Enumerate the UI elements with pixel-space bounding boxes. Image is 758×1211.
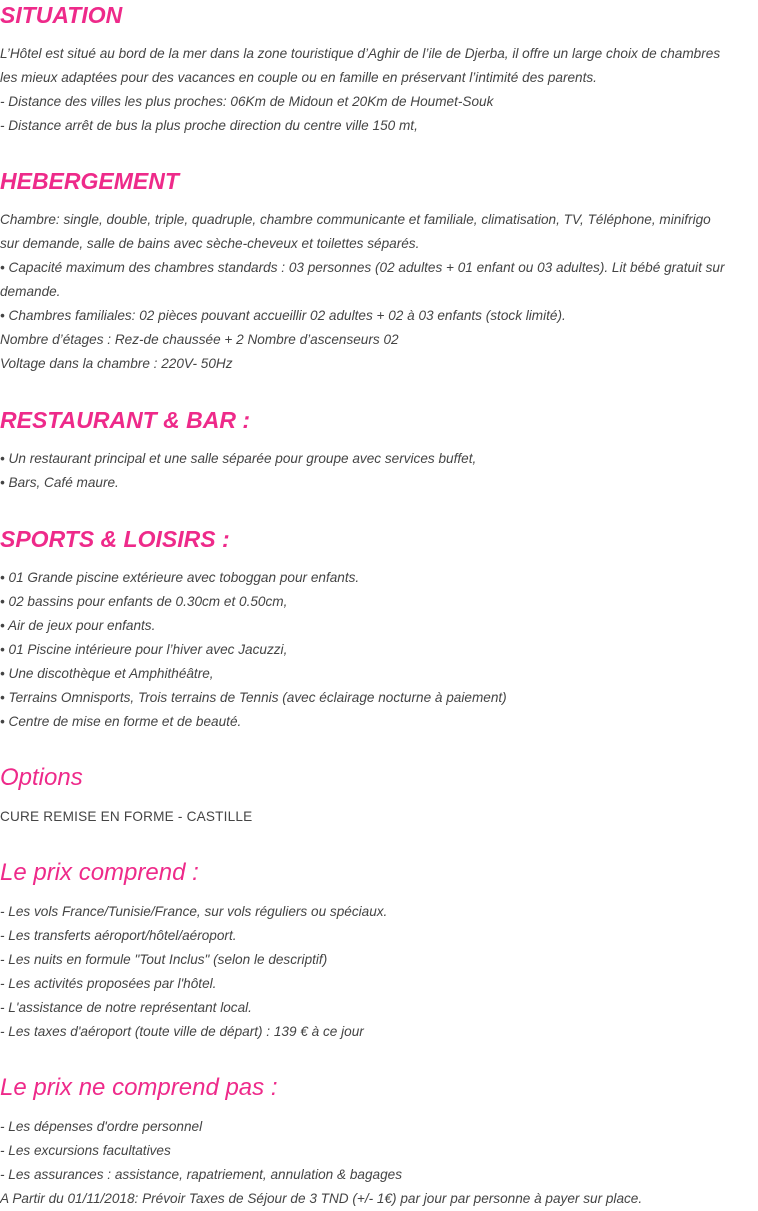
list-item: • Centre de mise en forme et de beauté. [0,714,242,729]
section-body-price-includes [0,900,758,1044]
text-line: sur demande, salle de bains avec sèche-cheveux et toilettes séparés. [0,236,420,251]
list-item: • Air de jeux pour enfants. [0,618,156,633]
text-line: - Distance arrêt de bus la plus proche direction du centre ville 150 mt, [0,118,418,133]
text-line: les mieux adaptées pour des vacances en couple ou en famille en préservant l’intimité des parents. [0,70,597,85]
section-title-price-excludes: Le prix ne comprend pas : [0,1074,278,1101]
list-item: - Les nuits en formule "Tout Inclus" (selon le descriptif) [0,952,328,967]
text-line: Voltage dans la chambre : 220V- 50Hz [0,356,233,371]
list-item: - Les taxes d'aéroport (toute ville de départ) : 139 € à ce jour [0,1024,364,1039]
text-line: - Distance des villes les plus proches: 06Km de Midoun et 20Km de Houmet-Souk [0,94,494,109]
text-line: Nombre d’étages : Rez-de chaussée + 2 Nombre d’ascenseurs 02 [0,332,399,347]
section-title-restaurant-bar: RESTAURANT & BAR : [0,407,251,433]
list-item: • Un restaurant principal et une salle séparée pour groupe avec services buffet, [0,451,477,466]
list-item: • Bars, Café maure. [0,475,119,490]
option-item: CURE REMISE EN FORME - CASTILLE [0,809,253,824]
section-body-sports-loisirs [0,566,758,734]
section-body-situation [0,42,758,138]
list-item: - Les vols France/Tunisie/France, sur vols réguliers ou spéciaux. [0,904,388,919]
section-title-price-includes: Le prix comprend : [0,859,199,886]
text-line: Chambre: single, double, triple, quadruple, chambre communicante et familiale, climatisation, TV, Téléphone, minifrigo [0,212,711,227]
section-body-restaurant-bar [0,447,758,495]
list-item: - Les dépenses d'ordre personnel [0,1119,203,1134]
list-item: - L'assistance de notre représentant local. [0,1000,252,1015]
text-line: demande. [0,284,61,299]
text-line: • Chambres familiales: 02 pièces pouvant accueillir 02 adultes + 02 à 03 enfants (stock limité). [0,308,566,323]
list-item: • 02 bassins pour enfants de 0.30cm et 0.50cm, [0,594,288,609]
section-body-hebergement [0,208,758,376]
list-item: • Terrains Omnisports, Trois terrains de Tennis (avec éclairage nocturne à paiement) [0,690,507,705]
section-title-options: Options [0,764,83,791]
tax-note: A Partir du 01/11/2018: Prévoir Taxes de Séjour de 3 TND (+/- 1€) par jour par personne à payer sur place. [0,1191,643,1206]
text-line: • Capacité maximum des chambres standards : 03 personnes (02 adultes + 01 enfant ou 03 adultes). Lit bébé gratuit sur [0,260,725,275]
list-item: • 01 Piscine intérieure pour l’hiver avec Jacuzzi, [0,642,288,657]
list-item: • 01 Grande piscine extérieure avec toboggan pour enfants. [0,570,360,585]
list-item: • Une discothèque et Amphithéâtre, [0,666,214,681]
section-title-sports-loisirs: SPORTS & LOISIRS : [0,526,230,552]
list-item: - Les transferts aéroport/hôtel/aéroport. [0,928,237,943]
section-title-situation: SITUATION [0,2,123,28]
list-item: - Les excursions facultatives [0,1143,171,1158]
section-title-hebergement: HEBERGEMENT [0,168,179,194]
text-line: L’Hôtel est situé au bord de la mer dans la zone touristique d’Aghir de l’ile de Djerba, il offre un large choix de chambres [0,46,721,61]
section-body-options [0,805,758,829]
list-item: - Les activités proposées par l'hôtel. [0,976,217,991]
list-item: - Les assurances : assistance, rapatriement, annulation & bagages [0,1167,403,1182]
section-body-price-excludes [0,1115,758,1211]
